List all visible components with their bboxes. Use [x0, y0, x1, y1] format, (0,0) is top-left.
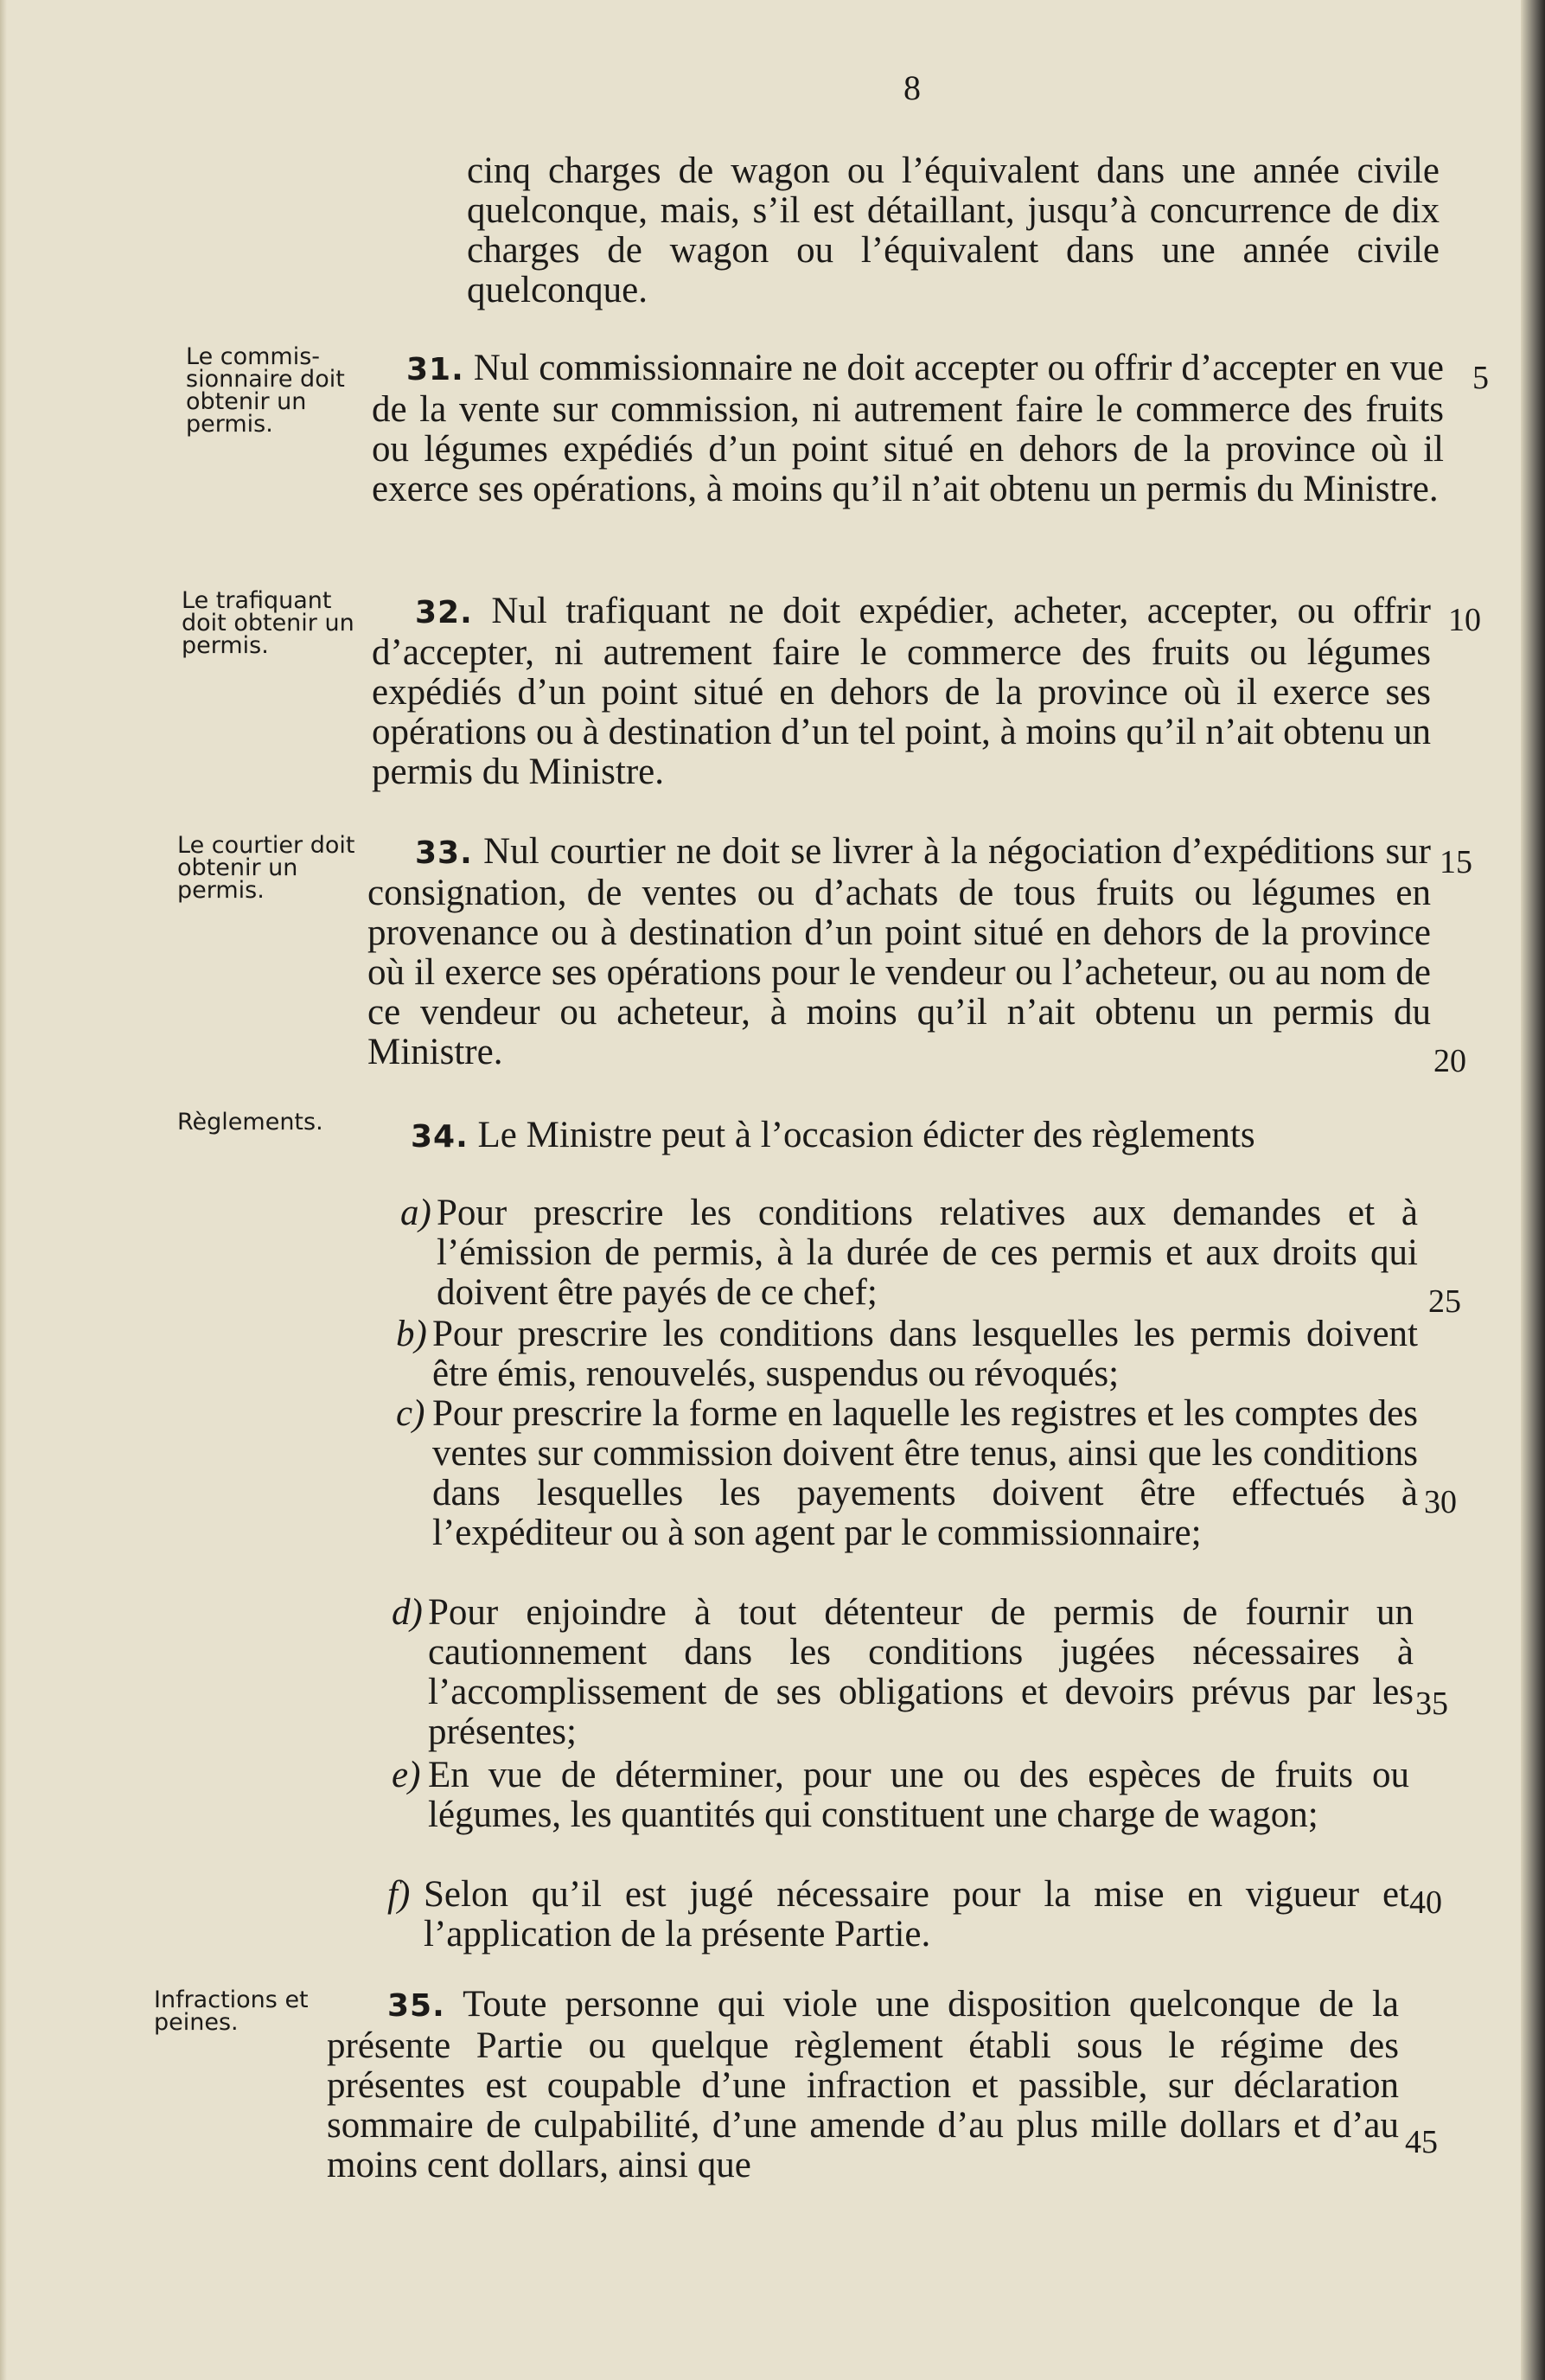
section-text-32: Nul trafiquant ne doit expédier, acheter, accepter, ou offrir d’accepter, ni autrement faire le commerce des fruits ou légumes expédiés d’un point situé en dehors de la province où il exerce ses opérations ou à destination d’un tel point, à moins qu’il n’ait obtenu un permis du Ministre. [372, 591, 1431, 792]
page-left-edge [0, 0, 7, 2380]
line-number-25: 25 [1428, 1283, 1461, 1320]
list-item-f-text: Selon qu’il est jugé nécessaire pour la mise en vigueur et l’application de la présente Partie. [424, 1874, 1409, 1955]
line-number-20: 20 [1433, 1043, 1466, 1079]
line-number-40: 40 [1409, 1884, 1442, 1921]
margin-note-34: Règlements. [177, 1109, 323, 1136]
list-item-e-text: En vue de déterminer, pour une ou des espèces de fruits ou légumes, les quantités qui constituent une charge de wagon; [428, 1755, 1409, 1835]
margin-note-33: Le courtier doit obtenir un permis. [177, 832, 355, 904]
line-number-15: 15 [1440, 844, 1472, 880]
list-item-f [387, 1874, 1409, 1955]
list-item-f-label: f) [387, 1874, 411, 1915]
list-item-a-label: a) [400, 1193, 431, 1233]
section-34-intro: Le Ministre peut à l’occasion édicter des règlements [477, 1115, 1255, 1155]
section-text-31: Nul commissionnaire ne doit accepter ou offrir d’accepter en vue de la vente sur commission, ni autrement faire le commerce des fruits ou légumes expédiés d’un point situé en dehors de la province où il exerce ses opérations, à moins qu’il n’ait obtenu un permis du Ministre. [372, 348, 1444, 509]
section-text-33: Nul courtier ne doit se livrer à la négociation d’expéditions sur consignation, de ventes ou d’achats de tous fruits ou légumes en provenance ou à destination d’un point situé en dehors de la province où il exerce ses opérations pour le vendeur ou l’acheteur, ou au nom de ce vendeur ou acheteur, à moins qu’il n’ait obtenu un permis du Ministre. [367, 831, 1432, 1072]
line-number-35: 35 [1415, 1686, 1448, 1722]
section-35 [327, 1985, 1399, 2185]
section-34 [406, 1116, 1457, 1157]
section-32 [372, 592, 1431, 792]
continuation-text: cinq charges de wagon ou l’équivalent dans une année civile quelconque, mais, s’il est détaillant, jusqu’à concurrence de dix charges de wagon ou l’équivalent dans une année civile quelconque. [467, 150, 1440, 310]
list-item-e [392, 1755, 1409, 1835]
list-item-b [396, 1314, 1418, 1394]
section-number-31: 31. [406, 352, 464, 387]
list-item-e-label: e) [392, 1755, 421, 1795]
list-item-b-label: b) [396, 1314, 427, 1354]
line-number-30: 30 [1424, 1484, 1457, 1520]
page-binding-edge [1521, 0, 1545, 2380]
margin-note-35: Infractions et peines. [154, 1987, 309, 2036]
section-number-34: 34. [411, 1119, 469, 1155]
list-item-d-text: Pour enjoindre à tout détenteur de permis de fournir un cautionnement dans les conditions jugées nécessaires à l’accomplissement de ses obligations et devoirs prévus par les présentes; [428, 1592, 1414, 1752]
continuation-paragraph [467, 151, 1440, 310]
section-33 [367, 832, 1431, 1072]
section-31 [372, 349, 1444, 509]
line-number-10: 10 [1448, 602, 1481, 638]
list-item-d [392, 1592, 1414, 1752]
line-number-5: 5 [1472, 360, 1489, 396]
page-number: 8 [903, 68, 921, 107]
list-item-c-text: Pour prescrire la forme en laquelle les registres et les comptes des ventes sur commission doivent être tenus, ainsi que les conditions dans lesquelles les payements doivent être effectués à l’expéditeur ou à son agent par le commissionnaire; [432, 1393, 1418, 1553]
list-item-c-label: c) [396, 1393, 425, 1434]
line-number-45: 45 [1405, 2124, 1438, 2160]
section-text-35: Toute personne qui viole une disposition quelconque de la présente Partie ou quelque règlement établi sous le régime des présentes est coupable d’une infraction et passible, sur déclaration sommaire de culpabilité, d’une amende d’au plus mille dollars et d’au moins cent dollars, ainsi que [327, 1984, 1399, 2185]
section-number-35: 35. [387, 1988, 445, 2024]
list-item-b-text: Pour prescrire les conditions dans lesquelles les permis doivent être émis, renouvelés, suspendus ou révoqués; [432, 1314, 1418, 1394]
list-item-a-text: Pour prescrire les conditions relatives aux demandes et à l’émission de permis, à la durée de ces permis et aux droits qui doivent être payés de ce chef; [437, 1193, 1418, 1313]
list-item-c [396, 1393, 1418, 1553]
list-item-d-label: d) [392, 1592, 423, 1633]
section-number-32: 32. [415, 595, 473, 630]
margin-note-31: Le commis-sionnaire doit obtenir un permis. [186, 343, 345, 438]
section-number-33: 33. [415, 835, 473, 871]
list-item-a [400, 1193, 1418, 1313]
margin-note-32: Le trafiquant doit obtenir un permis. [182, 587, 354, 659]
